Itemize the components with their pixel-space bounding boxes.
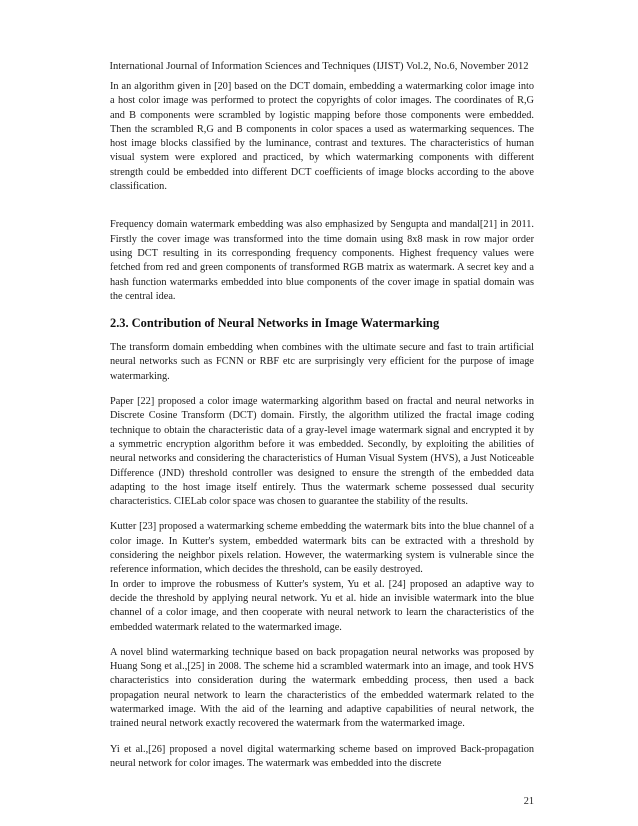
paragraph-kutter: Kutter [23] proposed a watermarking scheme embedding the watermark bits into the blue channel of a color image. In Kutter's system, embedded watermark bits can be extracted with a threshold by considering the neighbor pixels relation. However, the watermarking system is vulnerable since the reference information, which decides the threshold, can be easily destroyed. (110, 521, 534, 576)
page-body (110, 80, 534, 771)
section-heading: 2.3. Contribution of Neural Networks in Image Watermarking (110, 316, 440, 331)
paragraph-spacer (110, 509, 534, 520)
paragraph-frequency-domain: Frequency domain watermark embedding was also emphasized by Sengupta and mandal[21] in 2011. Firstly the cover image was transformed into the time domain using 8x8 mask in row major order using DCT resulting in its corresponding frequency components. Highest frequency values were fetched from red and green components of transformed RGB matrix as watermark. A secret key and a hash function watermarks embedded into blue components of the cover image in spatial domain was the central idea. (110, 219, 534, 302)
paragraph-yu-adaptive: In order to improve the robusmess of Kutter's system, Yu et al. [24] proposed an adaptive way to decide the threshold by applying neural network. Yu et al. hide an invisible watermark into the blue channel of a color image, and then cooperate with neural network to learn the characteristics of the embedded watermark related to the watermarked image. (110, 578, 534, 633)
paragraph-blind-bpnn: A novel blind watermarking technique based on back propagation neural networks was proposed by Huang Song et al.,[25] in 2008. The scheme hid a scrambled watermark into an image, and took HVS characteristics into consideration during the watermark embedding process, then used a back propagation neural network to learn the characteristics of the embedded watermark related to the watermarked image. With the aid of the learning and adaptive capabilities of neural network, the trained neural network exactly recovered the watermark from the watermarked image. (110, 646, 534, 730)
paragraph-spacer (110, 304, 534, 315)
paragraph-yi-improved-bpnn: Yi et al.,[26] proposed a novel digital watermarking scheme based on improved Back-propagation neural network for color images. The watermark was embedded into the discrete (110, 743, 534, 769)
journal-header: International Journal of Information Sciences and Techniques (IJIST) Vol.2, No.6, November 2012 (109, 61, 529, 72)
page-number: 21 (523, 796, 534, 807)
paragraph-spacer (110, 732, 534, 743)
paragraph-dct-color-watermark: In an algorithm given in [20] based on the DCT domain, embedding a watermarking color image into a host color image was performed to protect the copyrights of color images. The coordinates of R,G and B components were scrambled by logistic mapping before those components were embedded. Then the scrambled R,G and B components in color spaces a used as watermarking sequences. The host image blocks classified by the luminance, contrast and textures. The characteristics of human visual system were explored and practiced, by which watermarking components with different strength could be embedded into different DCT coefficients of image blocks according to the above classification. (110, 81, 534, 193)
paragraph-spacer (110, 194, 534, 218)
paragraph-spacer (110, 331, 534, 341)
paragraph-fractal-neural: Paper [22] proposed a color image watermarking algorithm based on fractal and neural networks in Discrete Cosine Transform (DCT) domain. Firstly, the algorithm utilized the fractal image coding technique to obtain the characteristic data of a gray-level image watermark signal and encrypted it by a symmetric encryption algorithm before it was embedded. Secondly, by exploiting the abilities of neural networks and considering the characteristics of Human Visual System (HVS), a Just Noticeable Difference (JND) threshold controller was designed to ensure the strength of the embedded data adapting to the host image itself entirely. Thus the watermark scheme possessed dual security characteristics. CIELab color space was chosen to guarantee the stability of the results. (110, 396, 534, 508)
paragraph-transform-domain: The transform domain embedding when combines with the ultimate secure and fast to train artificial neural networks such as FCNN or RBF etc are surprisingly very efficient for the purpose of image watermarking. (110, 342, 534, 382)
paragraph-spacer (110, 384, 534, 395)
paragraph-spacer (110, 635, 534, 646)
